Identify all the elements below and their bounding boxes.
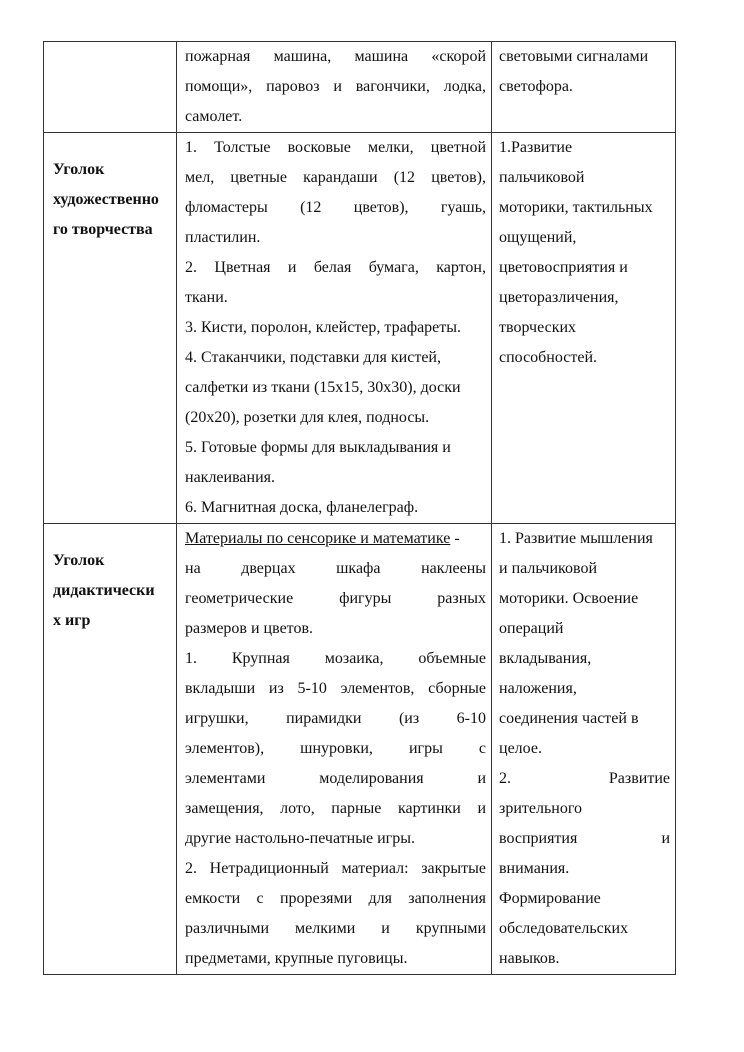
text-line: вкладывания, — [499, 650, 592, 667]
text-line: помощи», паровоз и вагончики, лодка, — [185, 78, 486, 95]
text-line: наложения, — [499, 680, 577, 697]
text-line: 3. Кисти, поролон, клейстер, трафареты. — [185, 319, 462, 336]
text-line: предметами, крупные пуговицы. — [185, 950, 408, 967]
text-line: 2. Нетрадиционный материал: закрытые — [185, 860, 486, 877]
text-line: Уголок — [53, 552, 105, 569]
table-row — [44, 42, 676, 133]
text-line: операций — [499, 620, 564, 637]
text-line: пожарная машина, машина «скорой — [185, 48, 486, 65]
corner-name — [44, 524, 176, 636]
text-line: замещения, лото, парные картинки и — [185, 800, 486, 817]
text-line: (20х20), розетки для клея, подносы. — [185, 409, 430, 426]
text-line: 6. Магнитная доска, фланелеграф. — [185, 499, 419, 516]
text-line: обследовательских — [499, 920, 629, 937]
text-line: и пальчиковой — [499, 560, 598, 577]
table-row — [44, 524, 676, 975]
text-line: на дверцах шкафа наклеены — [185, 560, 486, 577]
text-line: моторики, тактильных — [499, 199, 653, 216]
text-line: цветовосприятия и — [499, 259, 628, 276]
text-line: соединения частей в — [499, 710, 639, 727]
materials-heading-line — [185, 524, 486, 554]
text-line: пальчиковой — [499, 169, 585, 186]
text-line: 1.Развитие — [499, 139, 573, 156]
goals-text — [492, 42, 675, 102]
text-line: мел, цветные карандаши (12 цветов), — [185, 169, 486, 186]
materials-heading: Материалы по сенсорике и математике — [185, 530, 451, 547]
text-line: навыков. — [499, 950, 560, 967]
materials-text — [177, 524, 491, 974]
text-line: х игр — [53, 612, 91, 629]
materials-cell — [177, 42, 492, 133]
materials-cell — [177, 133, 492, 524]
corner-name-cell — [44, 524, 177, 975]
materials-text — [177, 42, 491, 132]
text-line: другие настольно-печатные игры. — [185, 830, 415, 847]
text-line: емкости с прорезями для заполнения — [185, 890, 486, 907]
text-line: 1. Толстые восковые мелки, цветной — [185, 139, 486, 156]
corner-name-cell — [44, 133, 177, 524]
equipment-table — [43, 41, 676, 975]
text-line: вкладыши из 5-10 элементов, сборные — [185, 680, 486, 697]
text-line: внимания. — [499, 860, 570, 877]
text-line: способностей. — [499, 349, 598, 366]
text-line: целое. — [499, 740, 542, 757]
text-line: различными мелкими и крупными — [185, 920, 486, 937]
materials-body — [185, 554, 486, 974]
materials-cell — [177, 524, 492, 975]
text-line: элементов), шнуровки, игры с — [185, 740, 486, 757]
text-line: творческих — [499, 319, 577, 336]
text-line: световыми сигналами — [499, 48, 649, 65]
text-line: пластилин. — [185, 229, 261, 246]
text-line: художественно — [53, 191, 159, 208]
text-line: игрушки, пирамидки (из 6-10 — [185, 710, 486, 727]
goals-text — [492, 133, 675, 373]
text-line: геометрические фигуры разных — [185, 590, 486, 607]
text-line: самолет. — [185, 108, 243, 125]
text-line: ощущений, — [499, 229, 577, 246]
text-line: светофора. — [499, 78, 573, 95]
text-line: цветоразличения, — [499, 289, 619, 306]
text-line: Формирование — [499, 890, 601, 907]
table-row — [44, 133, 676, 524]
text-line: 1. Развитие мышления — [499, 530, 653, 547]
text-line: салфетки из ткани (15х15, 30х30), доски — [185, 379, 461, 396]
text-line: восприятия и — [499, 830, 670, 847]
text-line: размеров и цветов. — [185, 620, 313, 637]
goals-cell — [492, 133, 676, 524]
text-line: фломастеры (12 цветов), гуашь, — [185, 199, 486, 216]
text-line: 2. Развитие — [499, 770, 670, 787]
text-line: 1. Крупная мозаика, объемные — [185, 650, 486, 667]
text-line: элементами моделирования и — [185, 770, 486, 787]
text-line: наклеивания. — [185, 469, 276, 486]
corner-name — [44, 42, 176, 64]
materials-heading-dash: - — [450, 530, 460, 547]
materials-text — [177, 133, 491, 523]
goals-cell — [492, 524, 676, 975]
text-line: ткани. — [185, 289, 228, 306]
text-line: 2. Цветная и белая бумага, картон, — [185, 259, 486, 276]
text-line: зрительного — [499, 800, 582, 817]
text-line: го творчества — [53, 221, 153, 238]
text-line: 5. Готовые формы для выкладывания и — [185, 439, 451, 456]
text-line: дидактически — [53, 582, 155, 599]
corner-name-cell — [44, 42, 177, 133]
goals-text — [492, 524, 675, 974]
corner-name — [44, 133, 176, 245]
goals-cell — [492, 42, 676, 133]
text-line: моторики. Освоение — [499, 590, 639, 607]
text-line: 4. Стаканчики, подставки для кистей, — [185, 349, 441, 366]
text-line: Уголок — [53, 161, 105, 178]
